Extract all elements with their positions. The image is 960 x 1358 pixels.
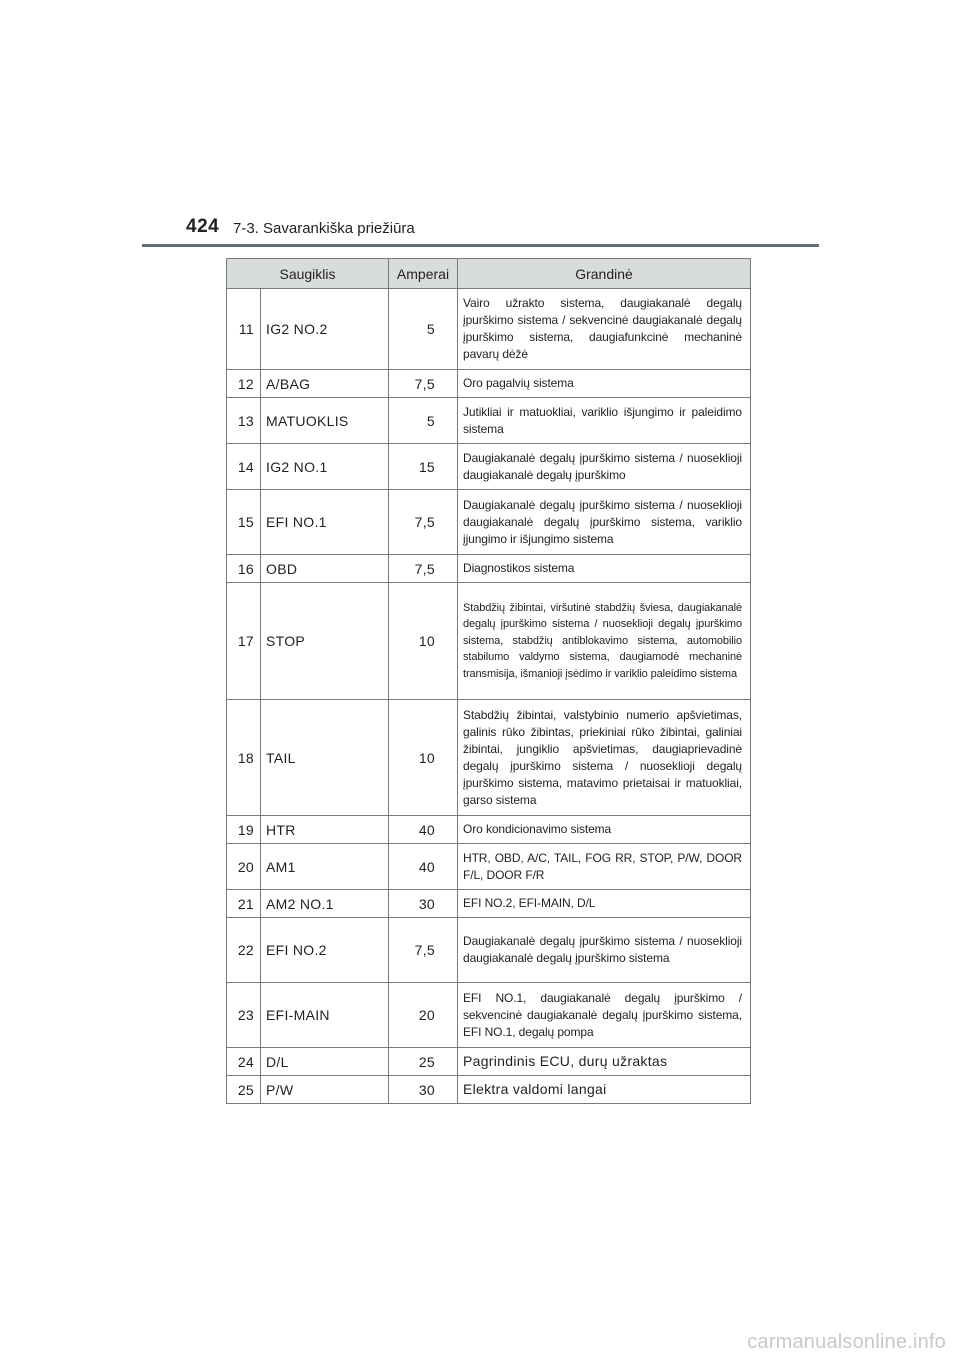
fuse-name: P/W	[261, 1076, 389, 1104]
table-row	[227, 490, 751, 555]
table-row	[227, 1048, 751, 1076]
fuse-name: IG2 NO.2	[261, 289, 389, 370]
table-row	[227, 890, 751, 918]
fuse-number: 22	[227, 918, 261, 983]
fuse-amperes: 30	[389, 1076, 458, 1104]
fuse-amperes: 25	[389, 1048, 458, 1076]
fuse-circuit: Jutikliai ir matuokliai, variklio išjungimo ir paleidimo sistema	[458, 398, 751, 444]
fuse-name: TAIL	[261, 700, 389, 816]
fuse-table	[226, 258, 751, 1104]
fuse-circuit: Daugiakanalė degalų įpurškimo sistema / nuoseklioji daugiakanalė degalų įpurškimo sistema	[458, 918, 751, 983]
fuse-circuit: Pagrindinis ECU, durų užraktas	[458, 1048, 751, 1076]
fuse-circuit: EFI NO.2, EFI-MAIN, D/L	[458, 890, 751, 918]
fuse-amperes: 40	[389, 844, 458, 890]
fuse-circuit: EFI NO.1, daugiakanalė degalų įpurškimo / sekvencinė daugiakanalė degalų įpurškimo sistema, EFI NO.1, degalų pompa	[458, 983, 751, 1048]
column-header-fuse: Saugiklis	[227, 259, 389, 289]
fuse-name: EFI NO.2	[261, 918, 389, 983]
fuse-name: A/BAG	[261, 370, 389, 398]
fuse-number: 11	[227, 289, 261, 370]
fuse-name: OBD	[261, 555, 389, 583]
fuse-number: 17	[227, 583, 261, 700]
fuse-number: 15	[227, 490, 261, 555]
table-row	[227, 983, 751, 1048]
table-row	[227, 370, 751, 398]
fuse-name: STOP	[261, 583, 389, 700]
fuse-number: 13	[227, 398, 261, 444]
fuse-amperes: 10	[389, 583, 458, 700]
fuse-name: MATUOKLIS	[261, 398, 389, 444]
fuse-circuit: Daugiakanalė degalų įpurškimo sistema / nuoseklioji daugiakanalė degalų įpurškimo	[458, 444, 751, 490]
fuse-circuit: Elektra valdomi langai	[458, 1076, 751, 1104]
page-number: 424	[186, 216, 220, 237]
fuse-number: 25	[227, 1076, 261, 1104]
table-row	[227, 700, 751, 816]
table-row	[227, 583, 751, 700]
table-row	[227, 289, 751, 370]
fuse-name: IG2 NO.1	[261, 444, 389, 490]
fuse-number: 16	[227, 555, 261, 583]
fuse-number: 24	[227, 1048, 261, 1076]
table-header-row	[227, 259, 751, 289]
fuse-number: 19	[227, 816, 261, 844]
fuse-amperes: 40	[389, 816, 458, 844]
fuse-circuit: Stabdžių žibintai, valstybinio numerio apšvietimas, galinis rūko žibintas, priekiniai rūko žibintai, galiniai žibintai, jungiklio apšvietimas, daugiaprievadinė degalų įpurškimo sistema / nuoseklioji degalų įpurškimo sistema, matavimo prietaisai ir matuokliai, garso sistema	[458, 700, 751, 816]
fuse-circuit: Oro pagalvių sistema	[458, 370, 751, 398]
fuse-circuit: Vairo užrakto sistema, daugiakanalė degalų įpurškimo sistema / sekvencinė daugiakanalė degalų įpurškimo sistema, daugiafunkcinė mechaninė pavarų dėžė	[458, 289, 751, 370]
fuse-amperes: 15	[389, 444, 458, 490]
fuse-amperes: 5	[389, 289, 458, 370]
fuse-circuit: Stabdžių žibintai, viršutinė stabdžių šviesa, daugiakanalė degalų įpurškimo sistema / nuoseklioji degalų įpurškimo sistema, stabdžių antiblokavimo sistema, automobilio stabilumo valdymo sistema, daugiamodė mechaninė transmisija, išmanioji įsėdimo ir variklio paleidimo sistema	[458, 583, 751, 700]
fuse-number: 18	[227, 700, 261, 816]
fuse-number: 12	[227, 370, 261, 398]
column-header-circuit: Grandinė	[458, 259, 751, 289]
header-divider	[142, 244, 819, 247]
table-row	[227, 555, 751, 583]
fuse-number: 23	[227, 983, 261, 1048]
table-row	[227, 844, 751, 890]
table-row	[227, 918, 751, 983]
fuse-amperes: 7,5	[389, 370, 458, 398]
table-row	[227, 398, 751, 444]
fuse-name: EFI NO.1	[261, 490, 389, 555]
fuse-circuit: Daugiakanalė degalų įpurškimo sistema / nuoseklioji daugiakanalė degalų įpurškimo sistema, variklio įjungimo ir išjungimo sistema	[458, 490, 751, 555]
fuse-name: EFI-MAIN	[261, 983, 389, 1048]
table-row	[227, 444, 751, 490]
fuse-number: 21	[227, 890, 261, 918]
section-title: 7-3. Savarankiška priežiūra	[233, 220, 415, 237]
column-header-amperes: Amperai	[389, 259, 458, 289]
fuse-amperes: 7,5	[389, 490, 458, 555]
fuse-circuit: Diagnostikos sistema	[458, 555, 751, 583]
fuse-amperes: 30	[389, 890, 458, 918]
fuse-circuit: HTR, OBD, A/C, TAIL, FOG RR, STOP, P/W, DOOR F/L, DOOR F/R	[458, 844, 751, 890]
fuse-name: HTR	[261, 816, 389, 844]
fuse-amperes: 5	[389, 398, 458, 444]
fuse-name: AM2 NO.1	[261, 890, 389, 918]
fuse-amperes: 7,5	[389, 918, 458, 983]
fuse-amperes: 10	[389, 700, 458, 816]
table-row	[227, 816, 751, 844]
table-row	[227, 1076, 751, 1104]
fuse-name: D/L	[261, 1048, 389, 1076]
fuse-name: AM1	[261, 844, 389, 890]
fuse-circuit: Oro kondicionavimo sistema	[458, 816, 751, 844]
fuse-number: 20	[227, 844, 261, 890]
fuse-number: 14	[227, 444, 261, 490]
watermark: carmanualsonline.info	[747, 1331, 946, 1353]
fuse-amperes: 20	[389, 983, 458, 1048]
fuse-amperes: 7,5	[389, 555, 458, 583]
